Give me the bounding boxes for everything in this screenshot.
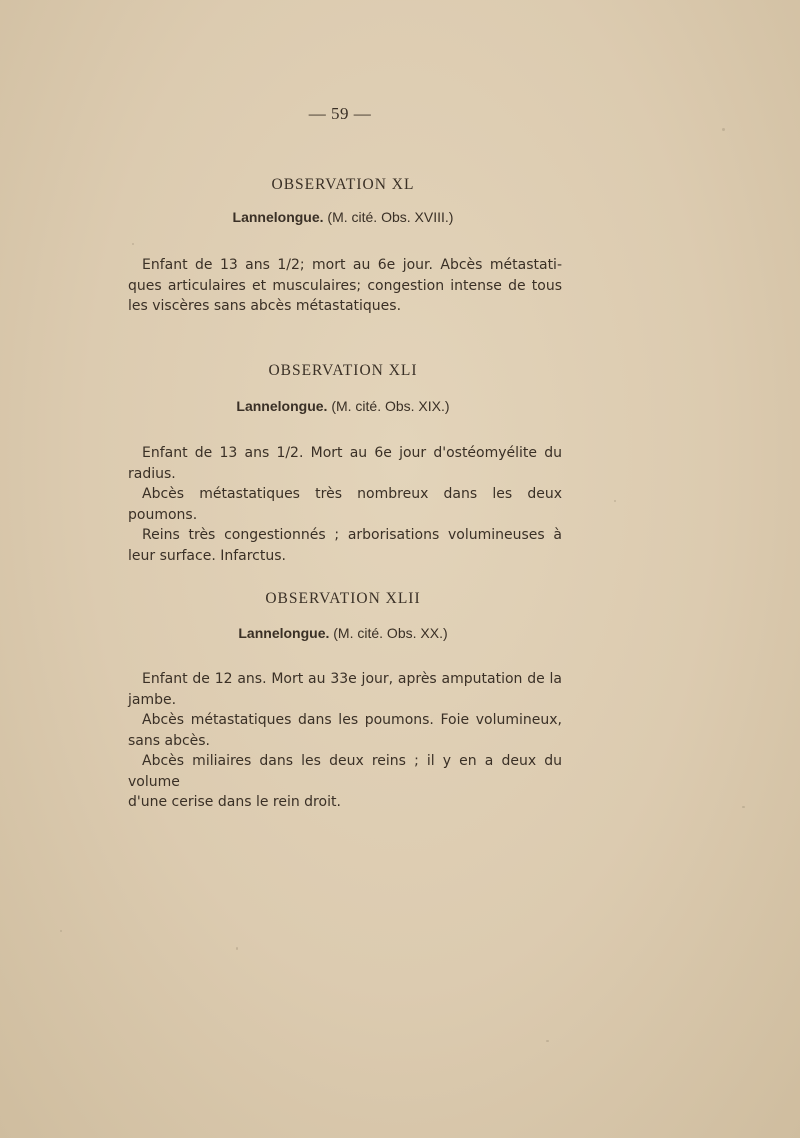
observation-reference <box>0 398 686 414</box>
paper-speck <box>614 500 616 502</box>
reference-author: Lannelongue. <box>238 625 330 641</box>
text-line: Enfant de 12 ans. Mort au 33e jour, après amputation de la <box>142 671 562 687</box>
text-line: Reins très congestionnés ; arborisations volumineuses à <box>142 527 562 543</box>
text-line: sans abcès. <box>128 732 211 749</box>
paper-speck <box>236 947 238 950</box>
reference-source: (M. cité. Obs. XVIII.) <box>327 209 454 225</box>
observation-reference <box>0 625 686 641</box>
observation-reference <box>0 209 686 225</box>
paper-speck <box>722 128 725 131</box>
observation-title: OBSERVATION XLII <box>265 590 421 607</box>
text-line: leur surface. Infarctus. <box>128 547 286 564</box>
observation-title: OBSERVATION XLI <box>268 362 418 379</box>
paper-speck <box>60 930 62 932</box>
reference-source: (M. cité. Obs. XX.) <box>333 625 448 641</box>
text-line: Abcès métastatiques très nombreux dans les deux poumons. <box>128 486 562 523</box>
paper-speck <box>132 243 134 245</box>
observation-title: OBSERVATION XL <box>271 176 415 193</box>
text-line: Abcès métastatiques dans les poumons. Foie volumineux, <box>142 712 562 728</box>
observation-text <box>128 255 562 317</box>
text-line: Enfant de 13 ans 1/2; mort au 6e jour. Abcès métastati- <box>142 257 562 273</box>
reference-author: Lannelongue. <box>236 398 328 414</box>
text-line: d'une cerise dans le rein droit. <box>128 794 341 810</box>
reference-author: Lannelongue. <box>232 209 324 225</box>
text-line: les viscères sans abcès métastatiques. <box>128 298 402 314</box>
text-line: Enfant de 13 ans 1/2. Mort au 6e jour d'ostéomyélite du <box>142 445 562 461</box>
text-line: Abcès miliaires dans les deux reins ; il y en a deux du volume <box>128 753 562 790</box>
text-line: ques articulaires et musculaires; congestion intense de tous <box>128 277 562 294</box>
reference-source: (M. cité. Obs. XIX.) <box>331 398 450 414</box>
text-line: radius. <box>128 465 176 482</box>
text-line: jambe. <box>128 691 177 708</box>
observation-text <box>128 669 562 813</box>
paper-speck <box>546 1040 549 1042</box>
observation-text <box>128 443 562 566</box>
page-number: — 59 — <box>308 104 372 123</box>
paper-speck <box>742 806 745 808</box>
